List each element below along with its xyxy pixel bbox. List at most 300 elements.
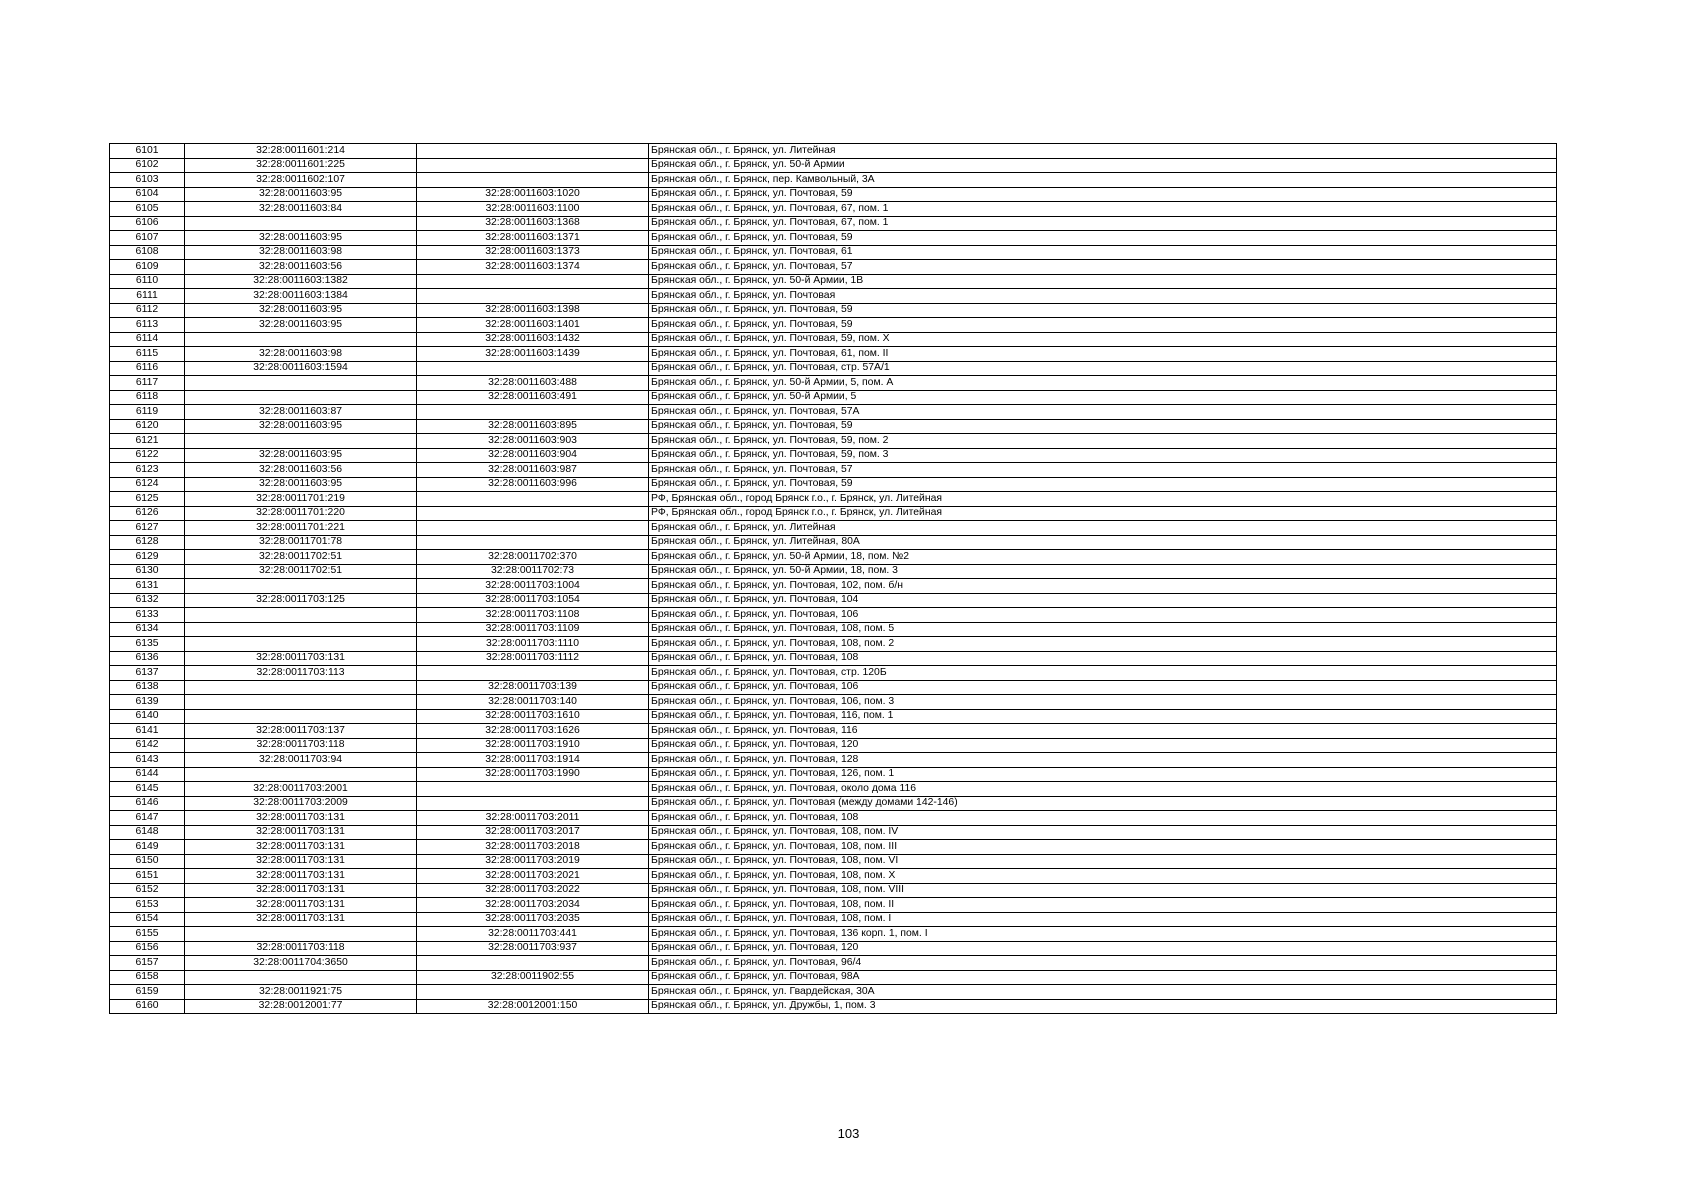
parcel-cadastral-number-cell: 32:28:0011703:131 bbox=[185, 883, 417, 898]
row-number-cell: 6159 bbox=[110, 985, 185, 1000]
row-number-cell: 6105 bbox=[110, 202, 185, 217]
page-number: 103 bbox=[837, 1126, 860, 1141]
parcel-cadastral-number-cell: 32:28:0011703:131 bbox=[185, 825, 417, 840]
address-cell: Брянская обл., г. Брянск, ул. Почтовая, 102, пом. б/н bbox=[649, 579, 1557, 594]
object-cadastral-number-cell: 32:28:0011603:491 bbox=[417, 390, 649, 405]
address-cell: Брянская обл., г. Брянск, ул. Дружбы, 1, пом. 3 bbox=[649, 999, 1557, 1014]
row-number-cell: 6157 bbox=[110, 956, 185, 971]
row-number-cell: 6150 bbox=[110, 854, 185, 869]
object-cadastral-number-cell bbox=[417, 361, 649, 376]
row-number-cell: 6136 bbox=[110, 651, 185, 666]
parcel-cadastral-number-cell bbox=[185, 579, 417, 594]
address-cell: Брянская обл., г. Брянск, ул. Почтовая, 108, пом. VIII bbox=[649, 883, 1557, 898]
parcel-cadastral-number-cell bbox=[185, 332, 417, 347]
row-number-cell: 6142 bbox=[110, 738, 185, 753]
object-cadastral-number-cell: 32:28:0011603:903 bbox=[417, 434, 649, 449]
parcel-cadastral-number-cell: 32:28:0011701:221 bbox=[185, 521, 417, 536]
object-cadastral-number-cell: 32:28:0011703:2034 bbox=[417, 898, 649, 913]
parcel-cadastral-number-cell: 32:28:0011603:84 bbox=[185, 202, 417, 217]
parcel-cadastral-number-cell: 32:28:0011702:51 bbox=[185, 564, 417, 579]
row-number-cell: 6156 bbox=[110, 941, 185, 956]
row-number-cell: 6146 bbox=[110, 796, 185, 811]
table-row bbox=[110, 883, 1557, 898]
address-cell: Брянская обл., г. Брянск, ул. Почтовая, 98А bbox=[649, 970, 1557, 985]
table-row bbox=[110, 825, 1557, 840]
object-cadastral-number-cell: 32:28:0011703:139 bbox=[417, 680, 649, 695]
table-row bbox=[110, 999, 1557, 1014]
object-cadastral-number-cell: 32:28:0011603:1374 bbox=[417, 260, 649, 275]
address-cell: Брянская обл., г. Брянск, ул. Почтовая, 67, пом. 1 bbox=[649, 216, 1557, 231]
object-cadastral-number-cell: 32:28:0011703:1914 bbox=[417, 753, 649, 768]
row-number-cell: 6158 bbox=[110, 970, 185, 985]
row-number-cell: 6131 bbox=[110, 579, 185, 594]
address-cell: Брянская обл., г. Брянск, ул. Почтовая, 108 bbox=[649, 811, 1557, 826]
address-cell: Брянская обл., г. Брянск, ул. Почтовая, 57 bbox=[649, 463, 1557, 478]
address-cell: Брянская обл., г. Брянск, ул. Почтовая, 108 bbox=[649, 651, 1557, 666]
parcel-cadastral-number-cell: 32:28:0011703:131 bbox=[185, 651, 417, 666]
row-number-cell: 6148 bbox=[110, 825, 185, 840]
table-row bbox=[110, 898, 1557, 913]
table-row bbox=[110, 347, 1557, 362]
row-number-cell: 6160 bbox=[110, 999, 185, 1014]
table-row bbox=[110, 579, 1557, 594]
parcel-cadastral-number-cell bbox=[185, 434, 417, 449]
table-row bbox=[110, 985, 1557, 1000]
object-cadastral-number-cell: 32:28:0011702:370 bbox=[417, 550, 649, 565]
object-cadastral-number-cell: 32:28:0011703:2035 bbox=[417, 912, 649, 927]
row-number-cell: 6108 bbox=[110, 245, 185, 260]
table-row bbox=[110, 550, 1557, 565]
row-number-cell: 6119 bbox=[110, 405, 185, 420]
parcel-cadastral-number-cell: 32:28:0011703:131 bbox=[185, 811, 417, 826]
table-row bbox=[110, 738, 1557, 753]
table-row bbox=[110, 912, 1557, 927]
registry-table bbox=[109, 143, 1557, 1014]
object-cadastral-number-cell: 32:28:0011703:1626 bbox=[417, 724, 649, 739]
address-cell: Брянская обл., г. Брянск, ул. 50-й Армии, 5 bbox=[649, 390, 1557, 405]
parcel-cadastral-number-cell: 32:28:0011603:87 bbox=[185, 405, 417, 420]
address-cell: Брянская обл., г. Брянск, ул. Почтовая, 104 bbox=[649, 593, 1557, 608]
address-cell: Брянская обл., г. Брянск, ул. Почтовая bbox=[649, 289, 1557, 304]
parcel-cadastral-number-cell: 32:28:0011702:51 bbox=[185, 550, 417, 565]
parcel-cadastral-number-cell: 32:28:0011601:225 bbox=[185, 158, 417, 173]
address-cell: Брянская обл., г. Брянск, ул. Почтовая, 57А bbox=[649, 405, 1557, 420]
parcel-cadastral-number-cell bbox=[185, 680, 417, 695]
table-row bbox=[110, 477, 1557, 492]
object-cadastral-number-cell bbox=[417, 782, 649, 797]
object-cadastral-number-cell: 32:28:0011603:1401 bbox=[417, 318, 649, 333]
object-cadastral-number-cell: 32:28:0011703:1990 bbox=[417, 767, 649, 782]
table-row bbox=[110, 187, 1557, 202]
table-row bbox=[110, 941, 1557, 956]
address-cell: Брянская обл., г. Брянск, ул. Почтовая, 108, пом. 2 bbox=[649, 637, 1557, 652]
object-cadastral-number-cell: 32:28:0012001:150 bbox=[417, 999, 649, 1014]
address-cell: Брянская обл., г. Брянск, ул. Почтовая, стр. 57А/1 bbox=[649, 361, 1557, 376]
address-cell: Брянская обл., г. Брянск, ул. Почтовая, 106 bbox=[649, 680, 1557, 695]
parcel-cadastral-number-cell bbox=[185, 767, 417, 782]
object-cadastral-number-cell bbox=[417, 666, 649, 681]
object-cadastral-number-cell: 32:28:0011703:140 bbox=[417, 695, 649, 710]
parcel-cadastral-number-cell: 32:28:0011603:95 bbox=[185, 231, 417, 246]
parcel-cadastral-number-cell bbox=[185, 376, 417, 391]
object-cadastral-number-cell bbox=[417, 535, 649, 550]
object-cadastral-number-cell: 32:28:0011603:1368 bbox=[417, 216, 649, 231]
parcel-cadastral-number-cell: 32:28:0011601:214 bbox=[185, 144, 417, 159]
row-number-cell: 6135 bbox=[110, 637, 185, 652]
address-cell: Брянская обл., г. Брянск, ул. Почтовая, 59, пом. X bbox=[649, 332, 1557, 347]
table-row bbox=[110, 303, 1557, 318]
address-cell: Брянская обл., г. Брянск, ул. Почтовая, 106 bbox=[649, 608, 1557, 623]
table-row bbox=[110, 637, 1557, 652]
table-row bbox=[110, 724, 1557, 739]
address-cell: РФ, Брянская обл., город Брянск г.о., г. Брянск, ул. Литейная bbox=[649, 506, 1557, 521]
parcel-cadastral-number-cell bbox=[185, 637, 417, 652]
row-number-cell: 6129 bbox=[110, 550, 185, 565]
address-cell: Брянская обл., г. Брянск, ул. Почтовая, 108, пом. VI bbox=[649, 854, 1557, 869]
table-row bbox=[110, 608, 1557, 623]
row-number-cell: 6120 bbox=[110, 419, 185, 434]
address-cell: Брянская обл., г. Брянск, ул. Литейная, 80А bbox=[649, 535, 1557, 550]
object-cadastral-number-cell: 32:28:0011603:1373 bbox=[417, 245, 649, 260]
parcel-cadastral-number-cell: 32:28:0011603:1382 bbox=[185, 274, 417, 289]
table-row bbox=[110, 854, 1557, 869]
object-cadastral-number-cell: 32:28:0011703:1112 bbox=[417, 651, 649, 666]
parcel-cadastral-number-cell bbox=[185, 927, 417, 942]
parcel-cadastral-number-cell: 32:28:0011703:2009 bbox=[185, 796, 417, 811]
address-cell: Брянская обл., г. Брянск, ул. Почтовая, 59 bbox=[649, 419, 1557, 434]
table-row bbox=[110, 260, 1557, 275]
table-row bbox=[110, 593, 1557, 608]
table-row bbox=[110, 274, 1557, 289]
parcel-cadastral-number-cell: 32:28:0011921:75 bbox=[185, 985, 417, 1000]
parcel-cadastral-number-cell: 32:28:0011603:95 bbox=[185, 318, 417, 333]
row-number-cell: 6107 bbox=[110, 231, 185, 246]
object-cadastral-number-cell: 32:28:0011703:2021 bbox=[417, 869, 649, 884]
address-cell: Брянская обл., г. Брянск, ул. Почтовая, 57 bbox=[649, 260, 1557, 275]
address-cell: Брянская обл., г. Брянск, ул. Почтовая, 128 bbox=[649, 753, 1557, 768]
object-cadastral-number-cell bbox=[417, 796, 649, 811]
parcel-cadastral-number-cell bbox=[185, 390, 417, 405]
address-cell: Брянская обл., г. Брянск, ул. Почтовая, 116, пом. 1 bbox=[649, 709, 1557, 724]
object-cadastral-number-cell bbox=[417, 956, 649, 971]
table-row bbox=[110, 796, 1557, 811]
row-number-cell: 6109 bbox=[110, 260, 185, 275]
parcel-cadastral-number-cell: 32:28:0011703:131 bbox=[185, 912, 417, 927]
row-number-cell: 6127 bbox=[110, 521, 185, 536]
parcel-cadastral-number-cell: 32:28:0011603:95 bbox=[185, 419, 417, 434]
address-cell: Брянская обл., г. Брянск, ул. Почтовая, 116 bbox=[649, 724, 1557, 739]
row-number-cell: 6125 bbox=[110, 492, 185, 507]
parcel-cadastral-number-cell: 32:28:0011703:94 bbox=[185, 753, 417, 768]
row-number-cell: 6147 bbox=[110, 811, 185, 826]
row-number-cell: 6144 bbox=[110, 767, 185, 782]
parcel-cadastral-number-cell: 32:28:0011704:3650 bbox=[185, 956, 417, 971]
address-cell: Брянская обл., г. Брянск, ул. Почтовая, 108, пом. IV bbox=[649, 825, 1557, 840]
address-cell: Брянская обл., г. Брянск, ул. Почтовая, 59 bbox=[649, 477, 1557, 492]
row-number-cell: 6154 bbox=[110, 912, 185, 927]
table-row bbox=[110, 869, 1557, 884]
row-number-cell: 6122 bbox=[110, 448, 185, 463]
parcel-cadastral-number-cell: 32:28:0011703:125 bbox=[185, 593, 417, 608]
parcel-cadastral-number-cell: 32:28:0011701:219 bbox=[185, 492, 417, 507]
row-number-cell: 6114 bbox=[110, 332, 185, 347]
table-row bbox=[110, 216, 1557, 231]
table-row bbox=[110, 405, 1557, 420]
object-cadastral-number-cell: 32:28:0011603:1100 bbox=[417, 202, 649, 217]
row-number-cell: 6133 bbox=[110, 608, 185, 623]
table-row bbox=[110, 535, 1557, 550]
row-number-cell: 6104 bbox=[110, 187, 185, 202]
row-number-cell: 6138 bbox=[110, 680, 185, 695]
row-number-cell: 6112 bbox=[110, 303, 185, 318]
parcel-cadastral-number-cell: 32:28:0011603:95 bbox=[185, 187, 417, 202]
object-cadastral-number-cell: 32:28:0011603:1432 bbox=[417, 332, 649, 347]
parcel-cadastral-number-cell bbox=[185, 695, 417, 710]
object-cadastral-number-cell: 32:28:0011703:1109 bbox=[417, 622, 649, 637]
object-cadastral-number-cell bbox=[417, 521, 649, 536]
row-number-cell: 6101 bbox=[110, 144, 185, 159]
object-cadastral-number-cell bbox=[417, 274, 649, 289]
address-cell: Брянская обл., г. Брянск, ул. Почтовая, 136 корп. 1, пом. I bbox=[649, 927, 1557, 942]
table-row bbox=[110, 782, 1557, 797]
table-row bbox=[110, 173, 1557, 188]
object-cadastral-number-cell: 32:28:0011603:1020 bbox=[417, 187, 649, 202]
address-cell: Брянская обл., г. Брянск, ул. Почтовая (между домами 142-146) bbox=[649, 796, 1557, 811]
row-number-cell: 6139 bbox=[110, 695, 185, 710]
row-number-cell: 6155 bbox=[110, 927, 185, 942]
table-row bbox=[110, 521, 1557, 536]
address-cell: Брянская обл., г. Брянск, ул. 50-й Армии, 5, пом. А bbox=[649, 376, 1557, 391]
table-row bbox=[110, 361, 1557, 376]
object-cadastral-number-cell: 32:28:0011603:1439 bbox=[417, 347, 649, 362]
object-cadastral-number-cell: 32:28:0011603:1398 bbox=[417, 303, 649, 318]
table-row bbox=[110, 202, 1557, 217]
object-cadastral-number-cell: 32:28:0011603:1371 bbox=[417, 231, 649, 246]
row-number-cell: 6110 bbox=[110, 274, 185, 289]
row-number-cell: 6134 bbox=[110, 622, 185, 637]
table-row bbox=[110, 289, 1557, 304]
table-row bbox=[110, 709, 1557, 724]
object-cadastral-number-cell: 32:28:0011603:996 bbox=[417, 477, 649, 492]
table-row bbox=[110, 419, 1557, 434]
table-row bbox=[110, 695, 1557, 710]
parcel-cadastral-number-cell: 32:28:0011603:98 bbox=[185, 245, 417, 260]
address-cell: Брянская обл., г. Брянск, ул. Гвардейская, 30А bbox=[649, 985, 1557, 1000]
address-cell: РФ, Брянская обл., город Брянск г.о., г. Брянск, ул. Литейная bbox=[649, 492, 1557, 507]
address-cell: Брянская обл., г. Брянск, ул. Почтовая, 126, пом. 1 bbox=[649, 767, 1557, 782]
row-number-cell: 6116 bbox=[110, 361, 185, 376]
row-number-cell: 6132 bbox=[110, 593, 185, 608]
parcel-cadastral-number-cell: 32:28:0011703:137 bbox=[185, 724, 417, 739]
address-cell: Брянская обл., г. Брянск, ул. Почтовая, стр. 120Б bbox=[649, 666, 1557, 681]
object-cadastral-number-cell bbox=[417, 492, 649, 507]
table-row bbox=[110, 753, 1557, 768]
parcel-cadastral-number-cell: 32:28:0011703:131 bbox=[185, 854, 417, 869]
row-number-cell: 6145 bbox=[110, 782, 185, 797]
table-row bbox=[110, 666, 1557, 681]
table-row bbox=[110, 564, 1557, 579]
address-cell: Брянская обл., г. Брянск, ул. Почтовая, 106, пом. 3 bbox=[649, 695, 1557, 710]
object-cadastral-number-cell: 32:28:0011703:1910 bbox=[417, 738, 649, 753]
table-row bbox=[110, 434, 1557, 449]
table-row bbox=[110, 680, 1557, 695]
address-cell: Брянская обл., г. Брянск, ул. Почтовая, 108, пом. X bbox=[649, 869, 1557, 884]
row-number-cell: 6130 bbox=[110, 564, 185, 579]
address-cell: Брянская обл., г. Брянск, ул. Литейная bbox=[649, 521, 1557, 536]
row-number-cell: 6106 bbox=[110, 216, 185, 231]
object-cadastral-number-cell bbox=[417, 158, 649, 173]
row-number-cell: 6140 bbox=[110, 709, 185, 724]
address-cell: Брянская обл., г. Брянск, ул. 50-й Армии, 18, пом. 3 bbox=[649, 564, 1557, 579]
address-cell: Брянская обл., г. Брянск, ул. Почтовая, 59 bbox=[649, 231, 1557, 246]
address-cell: Брянская обл., г. Брянск, ул. Почтовая, 108, пом. 5 bbox=[649, 622, 1557, 637]
object-cadastral-number-cell: 32:28:0011902:55 bbox=[417, 970, 649, 985]
address-cell: Брянская обл., г. Брянск, ул. 50-й Армии bbox=[649, 158, 1557, 173]
address-cell: Брянская обл., г. Брянск, ул. Почтовая, 59 bbox=[649, 318, 1557, 333]
parcel-cadastral-number-cell: 32:28:0011603:98 bbox=[185, 347, 417, 362]
object-cadastral-number-cell: 32:28:0011703:441 bbox=[417, 927, 649, 942]
table-row bbox=[110, 158, 1557, 173]
address-cell: Брянская обл., г. Брянск, ул. Почтовая, 108, пом. I bbox=[649, 912, 1557, 927]
row-number-cell: 6151 bbox=[110, 869, 185, 884]
row-number-cell: 6141 bbox=[110, 724, 185, 739]
row-number-cell: 6123 bbox=[110, 463, 185, 478]
address-cell: Брянская обл., г. Брянск, ул. Почтовая, 120 bbox=[649, 941, 1557, 956]
parcel-cadastral-number-cell: 32:28:0011703:113 bbox=[185, 666, 417, 681]
object-cadastral-number-cell: 32:28:0011703:2011 bbox=[417, 811, 649, 826]
table-row bbox=[110, 927, 1557, 942]
row-number-cell: 6121 bbox=[110, 434, 185, 449]
object-cadastral-number-cell: 32:28:0011703:2017 bbox=[417, 825, 649, 840]
row-number-cell: 6128 bbox=[110, 535, 185, 550]
row-number-cell: 6118 bbox=[110, 390, 185, 405]
object-cadastral-number-cell bbox=[417, 173, 649, 188]
object-cadastral-number-cell: 32:28:0011703:937 bbox=[417, 941, 649, 956]
parcel-cadastral-number-cell: 32:28:0011603:95 bbox=[185, 477, 417, 492]
parcel-cadastral-number-cell: 32:28:0011603:95 bbox=[185, 303, 417, 318]
object-cadastral-number-cell: 32:28:0011603:895 bbox=[417, 419, 649, 434]
parcel-cadastral-number-cell: 32:28:0011603:56 bbox=[185, 260, 417, 275]
table-row bbox=[110, 231, 1557, 246]
parcel-cadastral-number-cell: 32:28:0011603:56 bbox=[185, 463, 417, 478]
parcel-cadastral-number-cell: 32:28:0011703:131 bbox=[185, 840, 417, 855]
parcel-cadastral-number-cell bbox=[185, 216, 417, 231]
address-cell: Брянская обл., г. Брянск, ул. Почтовая, 120 bbox=[649, 738, 1557, 753]
registry-table-body bbox=[110, 144, 1557, 1014]
parcel-cadastral-number-cell bbox=[185, 709, 417, 724]
row-number-cell: 6137 bbox=[110, 666, 185, 681]
object-cadastral-number-cell: 32:28:0011603:904 bbox=[417, 448, 649, 463]
object-cadastral-number-cell bbox=[417, 144, 649, 159]
row-number-cell: 6126 bbox=[110, 506, 185, 521]
table-row bbox=[110, 840, 1557, 855]
parcel-cadastral-number-cell bbox=[185, 608, 417, 623]
object-cadastral-number-cell: 32:28:0011603:488 bbox=[417, 376, 649, 391]
address-cell: Брянская обл., г. Брянск, ул. Почтовая, 59, пом. 3 bbox=[649, 448, 1557, 463]
row-number-cell: 6102 bbox=[110, 158, 185, 173]
parcel-cadastral-number-cell: 32:28:0011703:131 bbox=[185, 869, 417, 884]
parcel-cadastral-number-cell: 32:28:0011603:1384 bbox=[185, 289, 417, 304]
table-row bbox=[110, 506, 1557, 521]
object-cadastral-number-cell: 32:28:0011703:1108 bbox=[417, 608, 649, 623]
address-cell: Брянская обл., г. Брянск, ул. Почтовая, 59 bbox=[649, 187, 1557, 202]
table-row bbox=[110, 332, 1557, 347]
object-cadastral-number-cell bbox=[417, 985, 649, 1000]
row-number-cell: 6143 bbox=[110, 753, 185, 768]
object-cadastral-number-cell: 32:28:0011703:1610 bbox=[417, 709, 649, 724]
address-cell: Брянская обл., г. Брянск, пер. Камвольный, 3А bbox=[649, 173, 1557, 188]
parcel-cadastral-number-cell: 32:28:0011603:1594 bbox=[185, 361, 417, 376]
table-row bbox=[110, 376, 1557, 391]
table-row bbox=[110, 448, 1557, 463]
address-cell: Брянская обл., г. Брянск, ул. Почтовая, 61 bbox=[649, 245, 1557, 260]
address-cell: Брянская обл., г. Брянск, ул. Литейная bbox=[649, 144, 1557, 159]
parcel-cadastral-number-cell bbox=[185, 622, 417, 637]
address-cell: Брянская обл., г. Брянск, ул. Почтовая, 59 bbox=[649, 303, 1557, 318]
parcel-cadastral-number-cell: 32:28:0011701:220 bbox=[185, 506, 417, 521]
address-cell: Брянская обл., г. Брянск, ул. Почтовая, около дома 116 bbox=[649, 782, 1557, 797]
row-number-cell: 6117 bbox=[110, 376, 185, 391]
parcel-cadastral-number-cell: 32:28:0011703:118 bbox=[185, 738, 417, 753]
table-row bbox=[110, 956, 1557, 971]
row-number-cell: 6113 bbox=[110, 318, 185, 333]
table-row bbox=[110, 390, 1557, 405]
table-row bbox=[110, 318, 1557, 333]
address-cell: Брянская обл., г. Брянск, ул. Почтовая, 59, пом. 2 bbox=[649, 434, 1557, 449]
parcel-cadastral-number-cell: 32:28:0011603:95 bbox=[185, 448, 417, 463]
row-number-cell: 6103 bbox=[110, 173, 185, 188]
object-cadastral-number-cell bbox=[417, 405, 649, 420]
object-cadastral-number-cell: 32:28:0011702:73 bbox=[417, 564, 649, 579]
object-cadastral-number-cell: 32:28:0011703:2019 bbox=[417, 854, 649, 869]
table-row bbox=[110, 463, 1557, 478]
object-cadastral-number-cell: 32:28:0011703:2022 bbox=[417, 883, 649, 898]
address-cell: Брянская обл., г. Брянск, ул. Почтовая, 61, пом. II bbox=[649, 347, 1557, 362]
address-cell: Брянская обл., г. Брянск, ул. Почтовая, 108, пом. III bbox=[649, 840, 1557, 855]
parcel-cadastral-number-cell: 32:28:0011703:131 bbox=[185, 898, 417, 913]
table-row bbox=[110, 144, 1557, 159]
row-number-cell: 6153 bbox=[110, 898, 185, 913]
object-cadastral-number-cell: 32:28:0011703:2018 bbox=[417, 840, 649, 855]
parcel-cadastral-number-cell: 32:28:0012001:77 bbox=[185, 999, 417, 1014]
object-cadastral-number-cell bbox=[417, 289, 649, 304]
address-cell: Брянская обл., г. Брянск, ул. Почтовая, 96/4 bbox=[649, 956, 1557, 971]
table-row bbox=[110, 970, 1557, 985]
table-row bbox=[110, 811, 1557, 826]
address-cell: Брянская обл., г. Брянск, ул. Почтовая, 67, пом. 1 bbox=[649, 202, 1557, 217]
address-cell: Брянская обл., г. Брянск, ул. 50-й Армии, 1В bbox=[649, 274, 1557, 289]
table-row bbox=[110, 767, 1557, 782]
table-row bbox=[110, 622, 1557, 637]
parcel-cadastral-number-cell bbox=[185, 970, 417, 985]
parcel-cadastral-number-cell: 32:28:0011703:118 bbox=[185, 941, 417, 956]
row-number-cell: 6124 bbox=[110, 477, 185, 492]
object-cadastral-number-cell bbox=[417, 506, 649, 521]
object-cadastral-number-cell: 32:28:0011703:1054 bbox=[417, 593, 649, 608]
object-cadastral-number-cell: 32:28:0011703:1110 bbox=[417, 637, 649, 652]
table-row bbox=[110, 245, 1557, 260]
parcel-cadastral-number-cell: 32:28:0011602:107 bbox=[185, 173, 417, 188]
object-cadastral-number-cell: 32:28:0011603:987 bbox=[417, 463, 649, 478]
row-number-cell: 6115 bbox=[110, 347, 185, 362]
row-number-cell: 6111 bbox=[110, 289, 185, 304]
table-row bbox=[110, 651, 1557, 666]
object-cadastral-number-cell: 32:28:0011703:1004 bbox=[417, 579, 649, 594]
row-number-cell: 6152 bbox=[110, 883, 185, 898]
parcel-cadastral-number-cell: 32:28:0011703:2001 bbox=[185, 782, 417, 797]
table-row bbox=[110, 492, 1557, 507]
address-cell: Брянская обл., г. Брянск, ул. Почтовая, 108, пом. II bbox=[649, 898, 1557, 913]
